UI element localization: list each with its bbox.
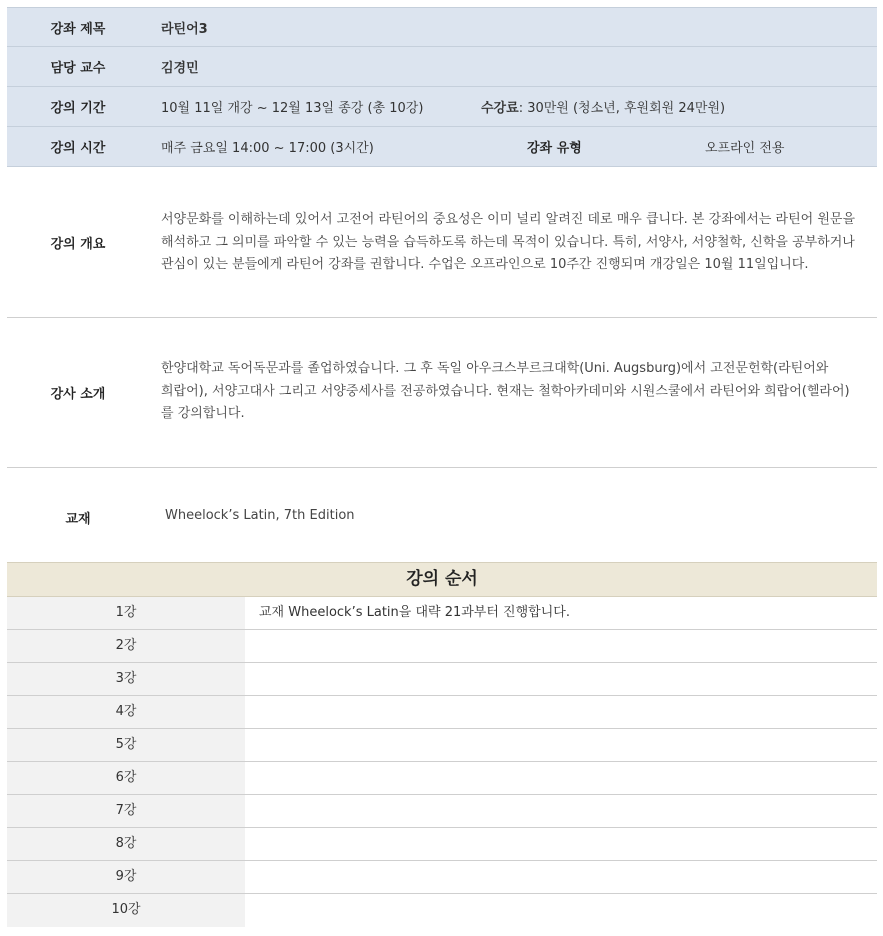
textbook-value: Wheelock’s Latin, 7th Edition bbox=[165, 508, 355, 523]
time-label: 강의 시간 bbox=[50, 141, 106, 156]
lecture-number: 8강 bbox=[7, 828, 245, 860]
professor-value: 김경민 bbox=[161, 61, 199, 76]
lecture-description bbox=[245, 696, 877, 728]
instructor-section bbox=[7, 318, 877, 468]
lecture-number: 4강 bbox=[7, 696, 245, 728]
course-info-table bbox=[7, 7, 877, 167]
schedule-row bbox=[7, 828, 877, 861]
course-title-value: 라틴어3 bbox=[161, 21, 208, 37]
fee-value: : 30만원 (청소년, 후원회원 24만원) bbox=[518, 101, 726, 116]
schedule-title: 강의 순서 bbox=[7, 562, 877, 597]
period-label: 강의 기간 bbox=[50, 101, 106, 116]
lecture-description: 교재 Wheelock’s Latin을 대략 21과부터 진행합니다. bbox=[259, 605, 570, 620]
overview-label: 강의 개요 bbox=[50, 237, 106, 252]
fee-cell bbox=[481, 97, 725, 116]
schedule-row bbox=[7, 597, 877, 630]
schedule-row bbox=[7, 663, 877, 696]
textbook-section bbox=[7, 468, 877, 562]
overview-section bbox=[7, 167, 877, 318]
schedule-row bbox=[7, 795, 877, 828]
lecture-description bbox=[245, 729, 877, 761]
course-title-row bbox=[7, 7, 877, 47]
period-value: 10월 11일 개강 ~ 12월 13일 종강 (총 10강) bbox=[161, 101, 424, 116]
lecture-number: 2강 bbox=[7, 630, 245, 662]
lecture-number: 3강 bbox=[7, 663, 245, 695]
instructor-label: 강사 소개 bbox=[50, 387, 106, 402]
schedule-row bbox=[7, 729, 877, 762]
lecture-description bbox=[245, 795, 877, 827]
lecture-number: 7강 bbox=[7, 795, 245, 827]
schedule-row bbox=[7, 762, 877, 795]
lecture-description bbox=[245, 828, 877, 860]
time-row bbox=[7, 127, 877, 167]
lecture-number: 9강 bbox=[7, 861, 245, 893]
schedule-row bbox=[7, 861, 877, 894]
lecture-description bbox=[245, 861, 877, 893]
schedule-table bbox=[7, 597, 877, 927]
type-value: 오프라인 전용 bbox=[705, 141, 785, 156]
schedule-row bbox=[7, 894, 877, 927]
lecture-description bbox=[245, 630, 877, 662]
time-value: 매주 금요일 14:00 ~ 17:00 (3시간) bbox=[161, 141, 374, 156]
textbook-label: 교재 bbox=[65, 512, 91, 527]
lecture-number: 5강 bbox=[7, 729, 245, 761]
professor-label: 담당 교수 bbox=[50, 61, 106, 76]
professor-row bbox=[7, 47, 877, 87]
lecture-number: 1강 bbox=[7, 597, 245, 629]
fee-label: 수강료 bbox=[481, 101, 519, 116]
period-row bbox=[7, 87, 877, 127]
lecture-number: 10강 bbox=[7, 894, 245, 927]
course-title-label: 강좌 제목 bbox=[50, 21, 106, 37]
lecture-description bbox=[245, 663, 877, 695]
instructor-text: 한양대학교 독어독문과를 졸업하였습니다. 그 후 독일 아우크스부르크대학(Uni. Augsburg)에서 고전문헌학(라틴어와 희랍어), 서양고대사 그리고 서양중세사를 전공하였습니다. 현재는 철학아카데미와 시원스쿨에서 라틴어와 희랍어(헬라어)를 강의합니다. bbox=[161, 361, 850, 421]
type-label: 강좌 유형 bbox=[527, 141, 582, 156]
lecture-number: 6강 bbox=[7, 762, 245, 794]
lecture-description bbox=[245, 762, 877, 794]
schedule-row bbox=[7, 696, 877, 729]
schedule-row bbox=[7, 630, 877, 663]
lecture-description bbox=[245, 894, 877, 927]
overview-text: 서양문화를 이해하는데 있어서 고전어 라틴어의 중요성은 이미 널리 알려진 데로 매우 큽니다. 본 강좌에서는 라틴어 원문을 해석하고 그 의미를 파악할 수 있는 능력을 습득하도록 하는데 목적이 있습니다. 특히, 서양사, 서양철학, 신학을 공부하거나 관심이 있는 분들에게 라틴어 강좌를 권합니다. 수업은 오프라인으로 10주간 진행되며 개강일은 10월 11일입니다. bbox=[161, 212, 856, 272]
